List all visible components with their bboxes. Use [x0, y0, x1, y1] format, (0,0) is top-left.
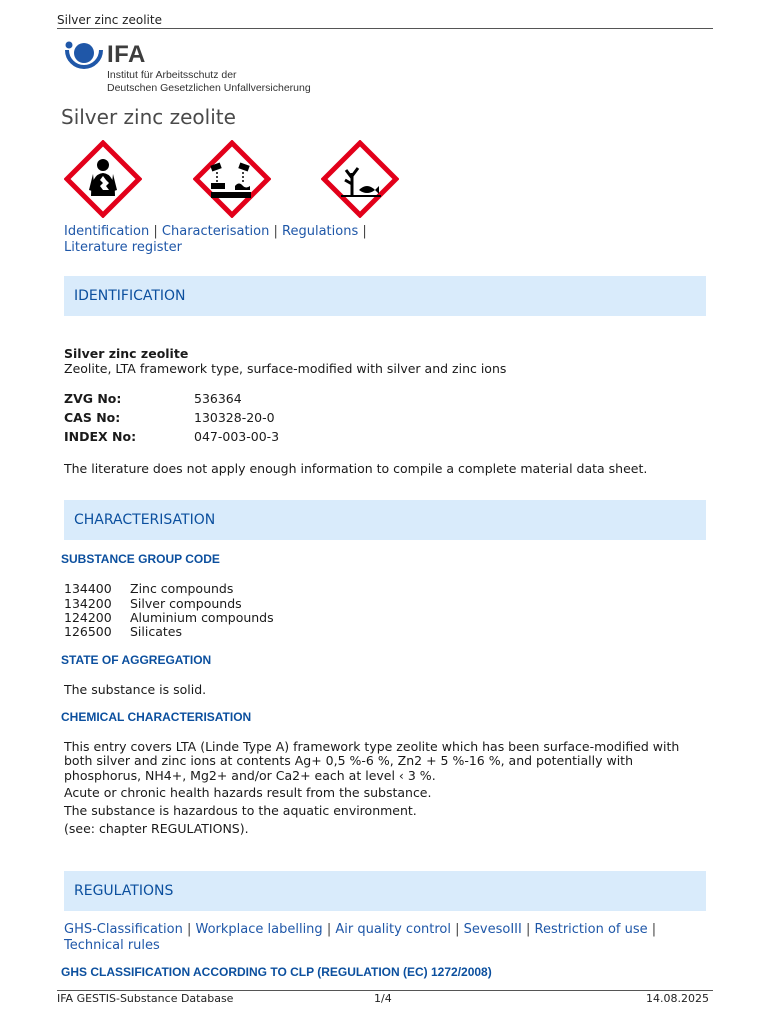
- ifa-logo-text: [107, 41, 311, 95]
- group-code: 134200: [64, 596, 112, 611]
- substance-group-code-heading: SUBSTANCE GROUP CODE: [61, 552, 220, 566]
- logo-brand: IFA: [107, 41, 146, 68]
- substance-group-list: [64, 581, 364, 643]
- group-code: 126500: [64, 624, 112, 639]
- id-label: ZVG No:: [64, 391, 122, 406]
- characterisation-heading: CHARACTERISATION: [74, 512, 216, 528]
- identification-note: The literature does not apply enough information to compile a complete material data sheet.: [64, 461, 648, 476]
- group-name: Silver compounds: [130, 596, 242, 611]
- link-workplace-labelling[interactable]: Workplace labelling: [195, 922, 323, 937]
- chemical-characterisation-heading: CHEMICAL CHARACTERISATION: [61, 710, 252, 724]
- identification-heading: IDENTIFICATION: [74, 288, 186, 304]
- nav-separator: |: [651, 922, 657, 937]
- nav-link-literature[interactable]: Literature register: [64, 240, 182, 255]
- ghs-classification-heading: GHS CLASSIFICATION ACCORDING TO CLP (REGULATION (EC) 1272/2008): [61, 965, 492, 979]
- group-name: Silicates: [130, 624, 182, 639]
- state-of-aggregation-heading: STATE OF AGGREGATION: [61, 653, 212, 667]
- id-value: 130328-20-0: [194, 410, 275, 425]
- group-name: Zinc compounds: [130, 581, 234, 596]
- id-label: INDEX No:: [64, 429, 137, 444]
- group-code: 134400: [64, 581, 112, 596]
- nav-link-identification[interactable]: Identification: [64, 224, 150, 239]
- chemical-line: (see: chapter REGULATIONS).: [64, 821, 249, 836]
- link-seveso[interactable]: SevesoIII: [463, 922, 522, 937]
- group-name: Aluminium compounds: [130, 610, 274, 625]
- link-technical-rules[interactable]: Technical rules: [64, 938, 160, 953]
- nav-separator: |: [525, 922, 531, 937]
- chemical-line: Acute or chronic health hazards result from the substance.: [64, 785, 432, 800]
- chemical-line: phosphorus, NH4+, Mg2+ and/or Ca2+ each at level ‹ 3 %.: [64, 768, 436, 783]
- id-value: 047-003-00-3: [194, 429, 280, 444]
- group-code: 124200: [64, 610, 112, 625]
- health-hazard-icon: [64, 140, 142, 218]
- characterisation-section-header: [64, 500, 706, 540]
- id-value: 536364: [194, 391, 242, 406]
- header-divider: [57, 28, 713, 29]
- footer-page-number: 1/4: [374, 992, 392, 1005]
- identification-section-header: [64, 276, 706, 316]
- nav-separator: |: [455, 922, 460, 937]
- nav-separator: |: [326, 922, 332, 937]
- nav-separator: |: [153, 224, 158, 239]
- page-title: Silver zinc zeolite: [61, 105, 236, 129]
- nav-separator: |: [362, 224, 367, 239]
- corrosion-icon: [193, 140, 271, 218]
- nav-link-regulations[interactable]: Regulations: [282, 224, 359, 239]
- id-label: CAS No:: [64, 410, 121, 425]
- document-header-title: Silver zinc zeolite: [57, 13, 162, 27]
- chemical-line: This entry covers LTA (Linde Type A) framework type zeolite which has been surface-modified with: [64, 739, 680, 754]
- nav-separator: |: [186, 922, 192, 937]
- regulations-heading: REGULATIONS: [74, 883, 174, 899]
- link-ghs-classification[interactable]: GHS-Classification: [64, 922, 183, 937]
- section-nav: [64, 224, 394, 256]
- aggregation-text: The substance is solid.: [64, 682, 207, 697]
- nav-link-characterisation[interactable]: Characterisation: [161, 224, 270, 239]
- footer-database-name: IFA GESTIS-Substance Database: [57, 992, 234, 1005]
- ifa-logo-icon: [63, 40, 103, 76]
- link-restriction-of-use[interactable]: Restriction of use: [534, 922, 648, 937]
- logo-line-1: Institut für Arbeitsschutz der: [107, 69, 237, 81]
- chemical-line: both silver and zinc ions at contents Ag+ 0,5 %-6 %, Zn2 + 5 %-16 %, and potentially with: [64, 753, 633, 768]
- substance-name: Silver zinc zeolite: [64, 346, 189, 361]
- link-air-quality-control[interactable]: Air quality control: [335, 922, 451, 937]
- environment-icon: [321, 140, 399, 218]
- regulations-nav: [64, 922, 704, 954]
- nav-separator: |: [273, 224, 278, 239]
- footer-date: 14.08.2025: [646, 992, 709, 1005]
- footer-divider: [57, 990, 713, 991]
- substance-description: Zeolite, LTA framework type, surface-modified with silver and zinc ions: [64, 361, 507, 376]
- logo-line-2: Deutschen Gesetzlichen Unfallversicherung: [107, 82, 311, 94]
- chemical-line: The substance is hazardous to the aquatic environment.: [64, 803, 417, 818]
- regulations-section-header: [64, 871, 706, 911]
